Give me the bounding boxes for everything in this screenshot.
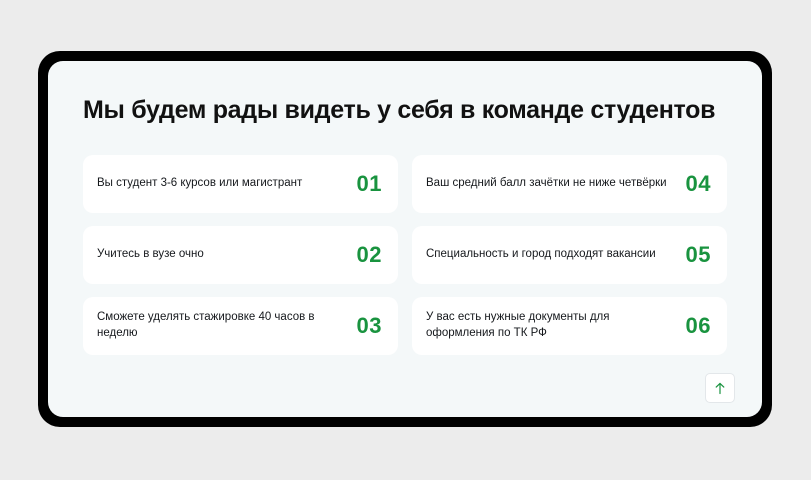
list-item xyxy=(412,297,727,355)
requirement-number: 03 xyxy=(356,313,382,338)
page-title: Мы будем рады видеть у себя в команде студентов xyxy=(83,96,716,124)
list-item xyxy=(412,155,727,213)
requirement-text: Ваш средний балл зачётки не ниже четвёрки xyxy=(426,177,667,190)
requirement-text: Сможете уделять стажировке 40 часов в неделю xyxy=(97,311,315,339)
requirement-text: Вы студент 3-6 курсов или магистрант xyxy=(97,177,303,190)
requirement-text: Специальность и город подходят вакансии xyxy=(426,248,656,261)
content-card xyxy=(38,51,772,427)
card-inner xyxy=(48,61,762,417)
arrow-up-icon xyxy=(714,382,726,395)
list-item xyxy=(83,226,398,284)
list-item xyxy=(412,226,727,284)
requirement-number: 02 xyxy=(356,242,382,267)
requirement-number: 06 xyxy=(685,313,711,338)
scroll-to-top-button[interactable] xyxy=(705,373,735,403)
requirement-number: 04 xyxy=(685,171,711,196)
list-item xyxy=(83,297,398,355)
list-item xyxy=(83,155,398,213)
requirements-grid xyxy=(83,155,727,355)
requirement-number: 01 xyxy=(356,171,382,196)
requirement-number: 05 xyxy=(685,242,711,267)
requirement-text: Учитесь в вузе очно xyxy=(97,248,204,261)
requirement-text: У вас есть нужные документы для оформления по ТК РФ xyxy=(426,311,610,339)
